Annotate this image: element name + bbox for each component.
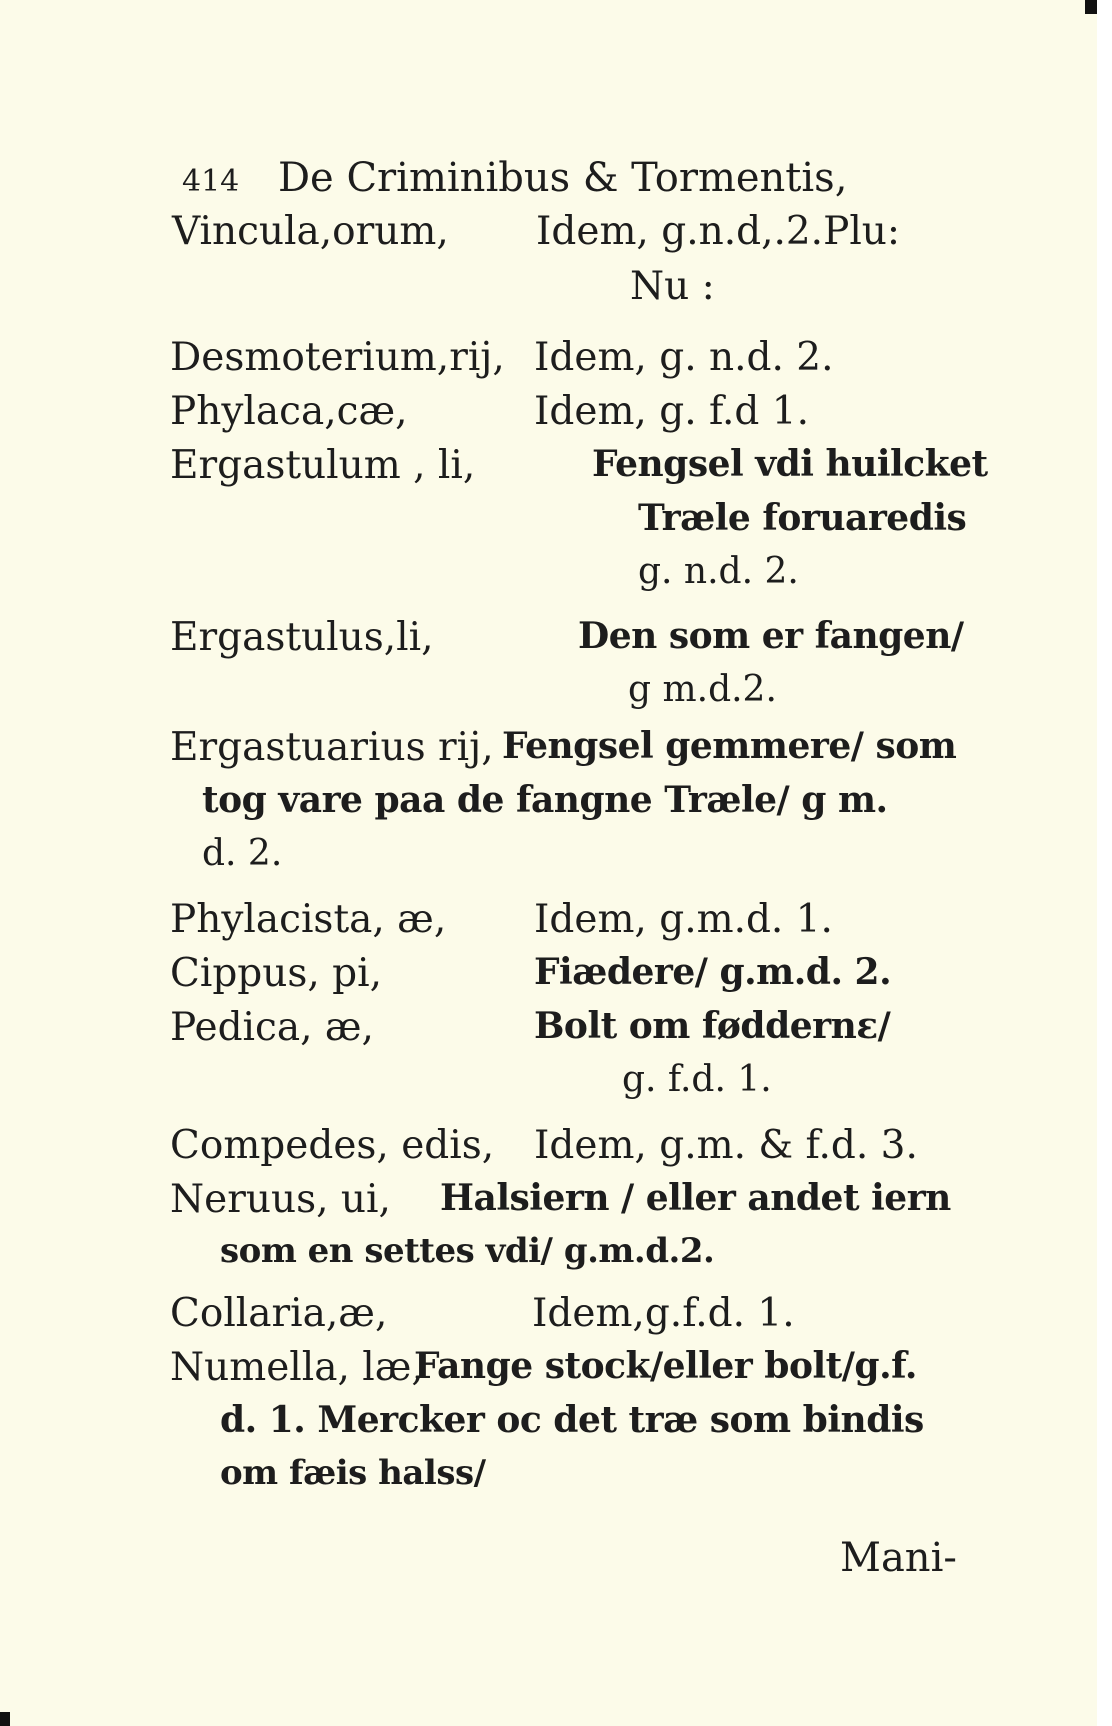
entry-headword: Pedica, æ, <box>170 1005 374 1050</box>
entry-gloss: Fiædere/ g.m.d. 2. <box>534 951 892 993</box>
entry-headword: Collaria,æ, <box>170 1291 388 1336</box>
entry-gloss: Fange stock/eller bolt/g.f. <box>414 1345 917 1387</box>
entry-headword: Cippus, pi, <box>170 951 383 996</box>
page-header <box>182 155 848 201</box>
entry-gloss: g. f.d. 1. <box>622 1059 772 1100</box>
entry-gloss: g m.d.2. <box>628 669 777 710</box>
entry-gloss: Halsiern / eller andet iern <box>440 1177 951 1219</box>
scan-edge-mark <box>0 1712 10 1726</box>
entry-headword: Phylacista, æ, <box>170 897 447 942</box>
entry-gloss: Bolt om føddernε/ <box>534 1005 891 1047</box>
running-head: De Criminibus & Tormentis, <box>277 155 848 201</box>
entry-gloss: Fengsel gemmere/ som <box>502 725 957 767</box>
entry-continuation: som en settes vdi/ g.m.d.2. <box>220 1231 715 1271</box>
entry-continuation: d. 1. Mercker oc det træ som bindis <box>220 1399 924 1441</box>
scan-edge-mark <box>1085 0 1097 14</box>
entry-gloss: Idem, g.m.d. 1. <box>534 897 833 942</box>
entry-headword: Ergastulus,li, <box>170 615 434 660</box>
entry-headword: Vincula,orum, <box>172 209 449 254</box>
entry-continuation: tog vare paa de fangne Træle/ g m. <box>202 779 888 821</box>
entry-headword: Compedes, edis, <box>170 1123 495 1168</box>
entry-continuation: om fæis halss/ <box>220 1453 486 1493</box>
entry-headword: Phylaca,cæ, <box>170 389 408 434</box>
entry-gloss: Idem, g.n.d,.2.Plu: <box>536 209 901 254</box>
entry-headword: Ergastuarius rij, <box>170 725 494 770</box>
catchword: Mani- <box>840 1535 957 1581</box>
entry-gloss: g. n.d. 2. <box>638 551 799 592</box>
entry-continuation: d. 2. <box>202 833 283 874</box>
entry-gloss: Idem, g.m. & f.d. 3. <box>534 1123 918 1168</box>
page-number: 414 <box>182 164 240 199</box>
entry-headword: Neruus, ui, <box>170 1177 391 1222</box>
entry-gloss: Fengsel vdi huilcket <box>592 443 988 485</box>
entry-gloss: Træle foruaredis <box>638 497 967 539</box>
entry-headword: Ergastulum , li, <box>170 443 476 488</box>
entry-gloss: Idem, g. n.d. 2. <box>534 335 834 380</box>
entry-gloss: Idem, g. f.d 1. <box>534 389 809 434</box>
entry-headword: Desmoterium,rij, <box>170 335 505 380</box>
entry-gloss: Den som er fangen/ <box>578 615 964 657</box>
entry-headword: Numella, læ, <box>170 1345 424 1390</box>
entry-gloss: Nu : <box>630 264 715 309</box>
entry-gloss: Idem,g.f.d. 1. <box>532 1291 795 1336</box>
